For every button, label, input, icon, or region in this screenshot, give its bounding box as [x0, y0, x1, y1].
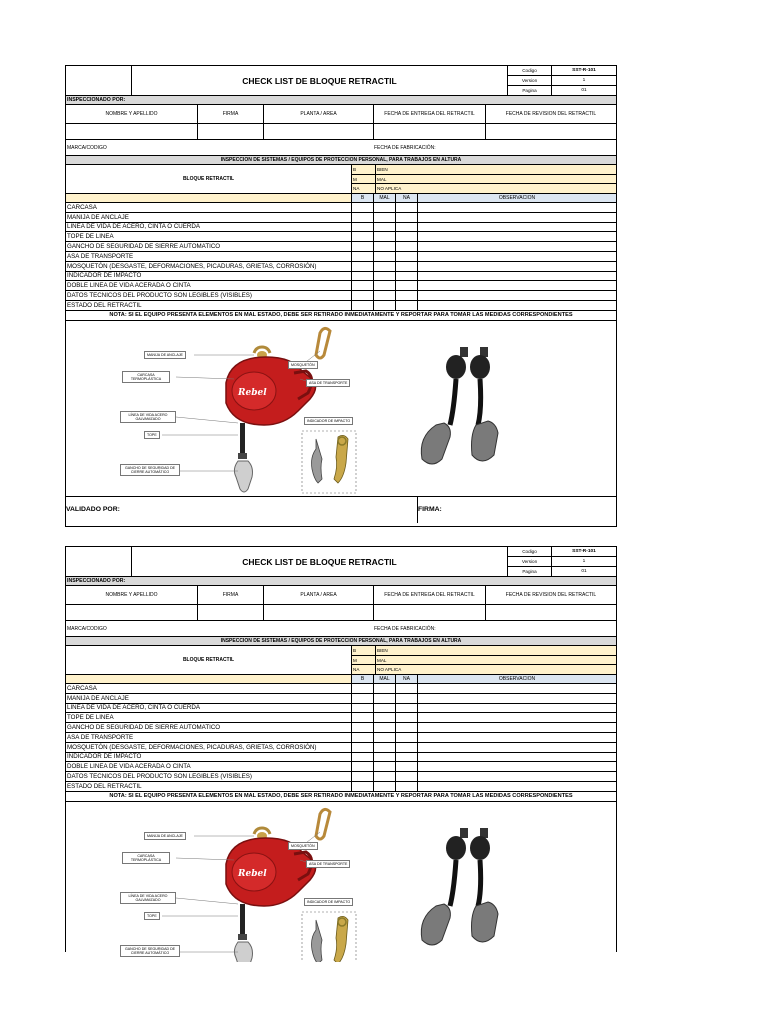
inspector-input-row	[66, 124, 616, 140]
check-cell-b[interactable]	[352, 272, 374, 281]
check-cell-mal[interactable]	[374, 782, 396, 791]
checklist-row	[66, 223, 616, 233]
checklist-row	[66, 203, 616, 213]
observation-cell[interactable]	[418, 252, 616, 261]
check-cell-na[interactable]	[396, 291, 418, 300]
check-cell-b[interactable]	[352, 733, 374, 742]
check-cell-b[interactable]	[352, 694, 374, 703]
checklist-row	[66, 291, 616, 301]
check-cell-b[interactable]	[352, 772, 374, 781]
validation-row	[66, 497, 616, 523]
check-cell-mal[interactable]	[374, 232, 396, 241]
callout-carabiner: MOSQUETÓN	[288, 842, 318, 850]
check-cell-mal[interactable]	[374, 223, 396, 232]
checklist-form	[65, 65, 617, 527]
check-cell-mal[interactable]	[374, 301, 396, 310]
observation-cell[interactable]	[418, 713, 616, 722]
checklist-item-label: TOPE DE LINEA	[66, 713, 352, 722]
checklist-row	[66, 772, 616, 782]
check-cell-na[interactable]	[396, 213, 418, 222]
legend-meaning: BIEN	[377, 647, 388, 653]
checklist-row	[66, 252, 616, 262]
check-header-blank	[66, 194, 352, 202]
note-row	[66, 792, 616, 802]
legend-row	[352, 646, 616, 656]
doc-meta-row	[508, 557, 616, 567]
check-header-row	[66, 675, 616, 684]
legend-code: M	[352, 175, 376, 184]
name-input[interactable]	[66, 605, 198, 620]
doc-meta-value: 1	[582, 78, 586, 83]
legend-meaning: NO APLICA	[377, 667, 402, 673]
callout-impact-indicator: INDICADOR DE IMPACTO	[304, 417, 353, 425]
observation-cell[interactable]	[418, 772, 616, 781]
observation-cell[interactable]	[418, 262, 616, 271]
observation-cell[interactable]	[418, 723, 616, 732]
check-cell-b[interactable]	[352, 743, 374, 752]
logo-area	[66, 547, 132, 576]
legend	[352, 646, 616, 674]
observation-cell[interactable]	[418, 291, 616, 300]
checklist-row	[66, 782, 616, 792]
col-delivery-date: FECHA DE ENTREGA DEL RETRACTIL	[374, 586, 486, 604]
section-title-row	[66, 156, 616, 165]
inspected-by-row	[66, 96, 616, 105]
check-cell-mal[interactable]	[374, 684, 396, 693]
inspected-by-label: INSPECCIONADO POR:	[67, 578, 126, 584]
check-cell-na[interactable]	[396, 223, 418, 232]
check-header-row	[66, 194, 616, 203]
doc-meta-row	[508, 86, 616, 95]
check-cell-na[interactable]	[396, 684, 418, 693]
doc-meta-value: SST-R-101	[572, 68, 596, 73]
check-cell-b[interactable]	[352, 713, 374, 722]
checklist-row	[66, 281, 616, 291]
callout-steel-line: LÍNEA DE VIDA ACERO GALVANIZADO	[120, 411, 176, 423]
checklist-item-label: ESTADO DEL RETRACTIL	[66, 301, 352, 310]
legend-row	[352, 165, 616, 175]
checklist-row	[66, 694, 616, 704]
inspected-by-label: INSPECCIONADO POR:	[67, 97, 126, 103]
section-title: INSPECCION DE SISTEMAS / EQUIPOS DE PROTECCION PERSONAL, PARA TRABAJOS EN ALTURA	[220, 638, 462, 644]
check-cell-mal[interactable]	[374, 262, 396, 271]
inspected-by-row	[66, 577, 616, 586]
legend-block	[66, 165, 616, 194]
legend-row	[352, 656, 616, 666]
checklist-item-label: ASA DE TRANSPORTE	[66, 733, 352, 742]
observation-cell[interactable]	[418, 762, 616, 771]
check-cell-mal[interactable]	[374, 694, 396, 703]
checklist-item-label: ESTADO DEL RETRACTIL	[66, 782, 352, 791]
equipment-diagram	[66, 321, 616, 497]
doc-meta-row	[508, 76, 616, 86]
device-label: BLOQUE RETRACTIL	[66, 165, 352, 193]
check-cell-mal[interactable]	[374, 242, 396, 251]
legend-code: NA	[352, 665, 376, 674]
check-cell-mal[interactable]	[374, 272, 396, 281]
check-cell-mal[interactable]	[374, 713, 396, 722]
form-title: CHECK LIST DE BLOQUE RETRACTIL	[132, 66, 508, 95]
check-cell-mal[interactable]	[374, 213, 396, 222]
check-cell-na[interactable]	[396, 723, 418, 732]
check-cell-mal[interactable]	[374, 252, 396, 261]
checklist-item-label: TOPE DE LINEA	[66, 232, 352, 241]
checklist-item-label: MANIJA DE ANCLAJE	[66, 213, 352, 222]
signature-label: FIRMA:	[418, 506, 442, 514]
checklist-item-label: MOSQUETÓN (DESGASTE, DEFORMACIONES, PICADURAS, GRIETAS, CORROSIÓN)	[66, 743, 352, 752]
check-cell-na[interactable]	[396, 232, 418, 241]
callout-carry-handle: ASA DE TRANSPORTE	[306, 379, 350, 387]
col-name: NOMBRE Y APELLIDO	[66, 105, 198, 123]
legend-block	[66, 646, 616, 675]
signature-input[interactable]	[198, 605, 264, 620]
carabiner-icon	[316, 328, 330, 358]
check-cell-b[interactable]	[352, 262, 374, 271]
legend-row	[352, 184, 616, 193]
impact-indicator-icon	[302, 912, 356, 962]
logo-area	[66, 66, 132, 95]
check-cell-b[interactable]	[352, 252, 374, 261]
check-cell-na[interactable]	[396, 301, 418, 310]
checklist-row	[66, 242, 616, 252]
check-cell-na[interactable]	[396, 713, 418, 722]
revision-date-input[interactable]	[486, 605, 616, 620]
col-plant-area: PLANTA / AREA	[264, 105, 374, 123]
observation-cell[interactable]	[418, 684, 616, 693]
callout-carry-handle: ASA DE TRANSPORTE	[306, 860, 350, 868]
check-cell-b[interactable]	[352, 223, 374, 232]
doc-meta	[508, 547, 616, 576]
check-cell-na[interactable]	[396, 772, 418, 781]
callout-anchor-handle: MANIJA DE ANCLAJE	[144, 832, 186, 840]
observation-cell[interactable]	[418, 753, 616, 762]
callout-safety-hook: GANCHO DE SEGURIDAD DE CIERRE AUTOMÁTICO	[120, 464, 180, 476]
check-cell-na[interactable]	[396, 694, 418, 703]
observation-cell[interactable]	[418, 213, 616, 222]
observation-cell[interactable]	[418, 232, 616, 241]
checklist-item-label: DATOS TECNICOS DEL PRODUCTO SON LEGIBLES (VISIBLES)	[66, 772, 352, 781]
check-cell-b[interactable]	[352, 232, 374, 241]
checklist-row	[66, 684, 616, 694]
observation-cell[interactable]	[418, 694, 616, 703]
checklist-item-label: GANCHO DE SEGURIDAD DE SIERRE AUTOMATICO	[66, 242, 352, 251]
check-header-na: NA	[396, 675, 418, 683]
legend-meaning: MAL	[377, 657, 387, 663]
legend-row	[352, 175, 616, 185]
doc-meta-row	[508, 547, 616, 557]
checklist-row	[66, 272, 616, 282]
callout-housing: CARCASA TERMOPLÁSTICA	[122, 371, 170, 383]
check-cell-b[interactable]	[352, 291, 374, 300]
check-cell-b[interactable]	[352, 684, 374, 693]
check-header-b: B	[352, 675, 374, 683]
inspector-columns	[66, 586, 616, 605]
check-cell-b[interactable]	[352, 704, 374, 713]
check-cell-b[interactable]	[352, 753, 374, 762]
check-cell-na[interactable]	[396, 782, 418, 791]
doc-meta-row	[508, 567, 616, 576]
plant-area-input[interactable]	[264, 605, 374, 620]
doc-meta-label: Version	[508, 76, 552, 85]
checklist-row	[66, 704, 616, 714]
check-cell-na[interactable]	[396, 762, 418, 771]
checklist-item-label: MOSQUETÓN (DESGASTE, DEFORMACIONES, PICADURAS, GRIETAS, CORROSIÓN)	[66, 262, 352, 271]
observation-cell[interactable]	[418, 301, 616, 310]
check-cell-b[interactable]	[352, 281, 374, 290]
brand-logo: Rebel	[238, 868, 267, 879]
checklist-item-label: ASA DE TRANSPORTE	[66, 252, 352, 261]
col-revision-date: FECHA DE REVISION DEL RETRACTIL	[505, 111, 597, 117]
checklist-row	[66, 301, 616, 311]
device-label: BLOQUE RETRACTIL	[66, 646, 352, 674]
observation-cell[interactable]	[418, 272, 616, 281]
signature-input[interactable]	[198, 124, 264, 139]
check-cell-mal[interactable]	[374, 704, 396, 713]
check-cell-na[interactable]	[396, 753, 418, 762]
observation-cell[interactable]	[418, 242, 616, 251]
check-cell-b[interactable]	[352, 242, 374, 251]
checklist-item-label: GANCHO DE SEGURIDAD DE SIERRE AUTOMATICO	[66, 723, 352, 732]
check-cell-mal[interactable]	[374, 281, 396, 290]
check-cell-mal[interactable]	[374, 291, 396, 300]
brand-row	[66, 621, 616, 637]
callout-housing: CARCASA TERMOPLÁSTICA	[122, 852, 170, 864]
checklist-item-label: LINEA DE VIDA DE ACERO, CINTA O CUERDA	[66, 223, 352, 232]
name-input[interactable]	[66, 124, 198, 139]
check-cell-mal[interactable]	[374, 772, 396, 781]
section-title: INSPECCION DE SISTEMAS / EQUIPOS DE PROTECCION PERSONAL, PARA TRABAJOS EN ALTURA	[220, 157, 462, 163]
checklist-item-label: DOBLE LINEA DE VIDA ACERADA O CINTA	[66, 281, 352, 290]
check-header-blank	[66, 675, 352, 683]
check-cell-na[interactable]	[396, 252, 418, 261]
doc-meta-label: Version	[508, 557, 552, 566]
form-header	[66, 66, 616, 96]
double-lanyard-icon	[421, 828, 498, 945]
checklist-row	[66, 262, 616, 272]
checklist-item-label: MANIJA DE ANCLAJE	[66, 694, 352, 703]
diagram-drawing	[66, 802, 616, 962]
brand-logo: Rebel	[238, 387, 267, 398]
col-signature: FIRMA	[198, 586, 264, 604]
checklist-item-label: CARCASA	[66, 684, 352, 693]
callout-stop: TOPE	[144, 912, 160, 920]
legend-meaning: NO APLICA	[377, 186, 402, 192]
observation-cell[interactable]	[418, 782, 616, 791]
delivery-date-input[interactable]	[374, 124, 486, 139]
legend-row	[352, 665, 616, 674]
check-header-mal: MAL	[374, 675, 396, 683]
observation-cell[interactable]	[418, 203, 616, 212]
observation-cell[interactable]	[418, 733, 616, 742]
checklist-item-label: INDICADOR DE IMPACTO	[66, 753, 352, 762]
check-cell-na[interactable]	[396, 743, 418, 752]
col-revision-date: FECHA DE REVISION DEL RETRACTIL	[505, 592, 597, 598]
delivery-date-input[interactable]	[374, 605, 486, 620]
checklist-row	[66, 213, 616, 223]
check-cell-na[interactable]	[396, 281, 418, 290]
form-header	[66, 547, 616, 577]
col-delivery-date: FECHA DE ENTREGA DEL RETRACTIL	[374, 105, 486, 123]
doc-meta-value: 01	[581, 569, 587, 574]
col-name: NOMBRE Y APELLIDO	[66, 586, 198, 604]
check-cell-b[interactable]	[352, 301, 374, 310]
validated-by-label: VALIDADO POR:	[66, 497, 418, 523]
check-cell-b[interactable]	[352, 782, 374, 791]
check-cell-mal[interactable]	[374, 723, 396, 732]
check-cell-mal[interactable]	[374, 753, 396, 762]
checklist-form	[65, 546, 617, 955]
check-header-observation: OBSERVACION	[418, 194, 616, 202]
check-cell-mal[interactable]	[374, 743, 396, 752]
check-cell-mal[interactable]	[374, 733, 396, 742]
note-row	[66, 311, 616, 321]
observation-cell[interactable]	[418, 743, 616, 752]
doc-meta-label: Codigo	[508, 66, 552, 75]
check-header-na: NA	[396, 194, 418, 202]
brand-code-label: MARCA/CODIGO	[67, 144, 107, 151]
brand-row	[66, 140, 616, 156]
check-header-b: B	[352, 194, 374, 202]
callout-carabiner: MOSQUETÓN	[288, 361, 318, 369]
col-signature: FIRMA	[198, 105, 264, 123]
check-cell-na[interactable]	[396, 203, 418, 212]
checklist-item-label: DATOS TECNICOS DEL PRODUCTO SON LEGIBLES (VISIBLES)	[66, 291, 352, 300]
check-cell-na[interactable]	[396, 262, 418, 271]
check-cell-b[interactable]	[352, 723, 374, 732]
checklist-item-label: LINEA DE VIDA DE ACERO, CINTA O CUERDA	[66, 704, 352, 713]
callout-stop: TOPE	[144, 431, 160, 439]
checklist-row	[66, 232, 616, 242]
check-header-mal: MAL	[374, 194, 396, 202]
checklist-row	[66, 713, 616, 723]
plant-area-input[interactable]	[264, 124, 374, 139]
checklist-row	[66, 723, 616, 733]
check-cell-b[interactable]	[352, 203, 374, 212]
legend	[352, 165, 616, 193]
checklist-row	[66, 753, 616, 763]
manufacture-date-label: FECHA DE FABRICACIÓN:	[374, 144, 436, 151]
check-cell-na[interactable]	[396, 733, 418, 742]
check-cell-mal[interactable]	[374, 203, 396, 212]
inspector-input-row	[66, 605, 616, 621]
doc-meta-label: Pagina	[508, 86, 552, 95]
doc-meta-value: SST-R-101	[572, 549, 596, 554]
callout-steel-line: LÍNEA DE VIDA ACERO GALVANIZADO	[120, 892, 176, 904]
double-lanyard-icon	[421, 347, 498, 464]
callout-anchor-handle: MANIJA DE ANCLAJE	[144, 351, 186, 359]
check-cell-b[interactable]	[352, 762, 374, 771]
check-cell-na[interactable]	[396, 242, 418, 251]
section-title-row	[66, 637, 616, 646]
legend-code: NA	[352, 184, 376, 193]
form-title: CHECK LIST DE BLOQUE RETRACTIL	[132, 547, 508, 576]
checklist-item-label: DOBLE LINEA DE VIDA ACERADA O CINTA	[66, 762, 352, 771]
brand-code-label: MARCA/CODIGO	[67, 625, 107, 632]
legend-meaning: MAL	[377, 176, 387, 182]
callout-safety-hook: GANCHO DE SEGURIDAD DE CIERRE AUTOMÁTICO	[120, 945, 180, 957]
doc-meta-value: 1	[582, 559, 586, 564]
doc-meta-row	[508, 66, 616, 76]
carabiner-icon	[316, 809, 330, 839]
checklist-item-label: CARCASA	[66, 203, 352, 212]
doc-meta-label: Pagina	[508, 567, 552, 576]
note-text: NOTA: SI EL EQUIPO PRESENTA ELEMENTOS EN MAL ESTADO, DEBE SER RETIRADO INMEDIATAMENTE Y REPORTAR PARA TOMAR LAS MEDIDAS CORRESPONDIENTES	[109, 312, 573, 319]
equipment-diagram	[66, 802, 616, 962]
check-header-observation: OBSERVACION	[418, 675, 616, 683]
revision-date-input[interactable]	[486, 124, 616, 139]
legend-code: M	[352, 656, 376, 665]
legend-code: B	[352, 165, 376, 174]
check-cell-mal[interactable]	[374, 762, 396, 771]
observation-cell[interactable]	[418, 223, 616, 232]
checklist-row	[66, 733, 616, 743]
check-cell-na[interactable]	[396, 704, 418, 713]
manufacture-date-label: FECHA DE FABRICACIÓN:	[374, 625, 436, 632]
doc-meta-label: Codigo	[508, 547, 552, 556]
doc-meta	[508, 66, 616, 95]
impact-indicator-icon	[302, 431, 356, 493]
legend-meaning: BIEN	[377, 166, 388, 172]
checklist-row	[66, 762, 616, 772]
callout-impact-indicator: INDICADOR DE IMPACTO	[304, 898, 353, 906]
col-plant-area: PLANTA / AREA	[264, 586, 374, 604]
legend-code: B	[352, 646, 376, 655]
checklist-item-label: INDICADOR DE IMPACTO	[66, 272, 352, 281]
note-text: NOTA: SI EL EQUIPO PRESENTA ELEMENTOS EN MAL ESTADO, DEBE SER RETIRADO INMEDIATAMENTE Y REPORTAR PARA TOMAR LAS MEDIDAS CORRESPONDIENTES	[109, 793, 573, 800]
observation-cell[interactable]	[418, 704, 616, 713]
check-cell-b[interactable]	[352, 213, 374, 222]
observation-cell[interactable]	[418, 281, 616, 290]
inspector-columns	[66, 105, 616, 124]
doc-meta-value: 01	[581, 88, 587, 93]
checklist-row	[66, 743, 616, 753]
check-cell-na[interactable]	[396, 272, 418, 281]
